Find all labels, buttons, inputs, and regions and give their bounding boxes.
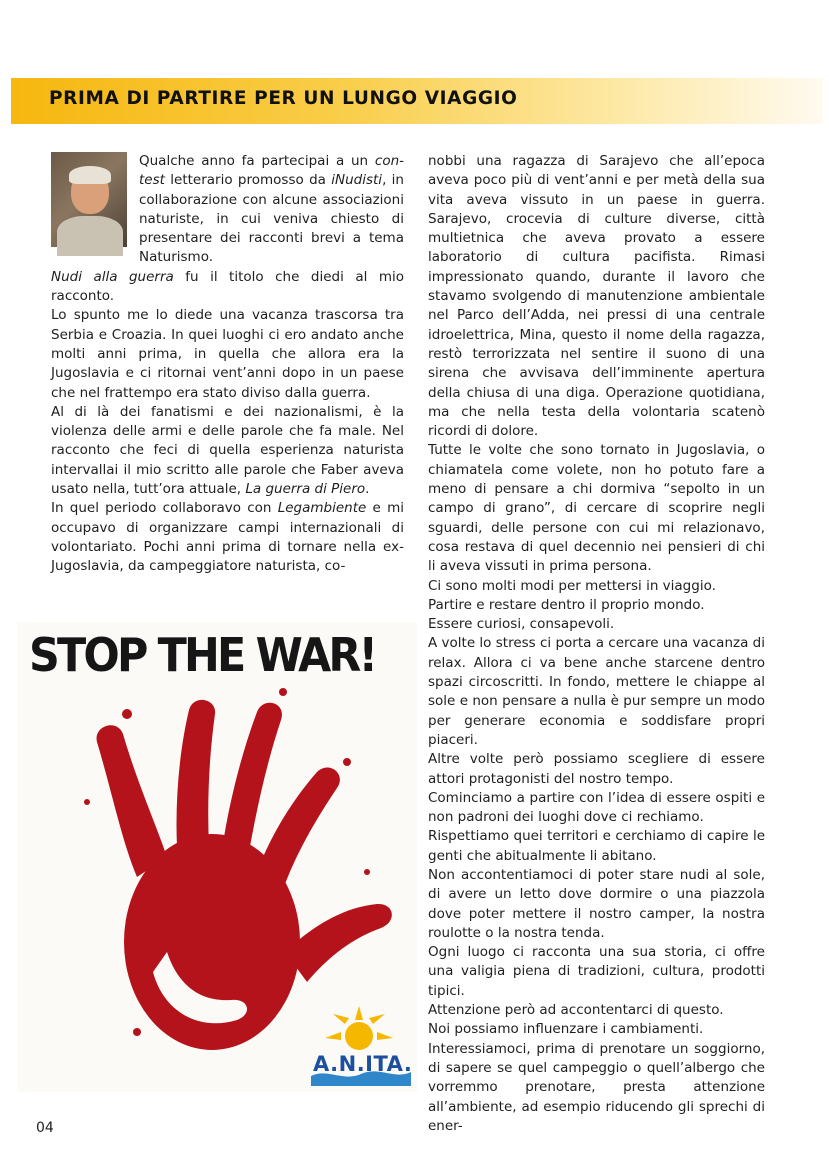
text-run: Ci sono molti modi per mettersi in viaggio. (428, 577, 716, 594)
text-run: . (365, 481, 370, 498)
article-paragraph (428, 634, 765, 750)
text-run: Interessiamoci, prima di prenotare un soggiorno, di sapere se quel campeggio o quell’albergo che vorremmo prenotare, presta attenzione all’ambiente, ad esempio riducendo gli sprechi di ener- (428, 1040, 765, 1134)
text-run: Noi possiamo influenzare i cambiamenti. (428, 1021, 704, 1038)
article-paragraph (428, 615, 765, 634)
text-run: In quel periodo collaboravo con (51, 500, 278, 517)
text-run: Essere curiosi, consapevoli. (428, 616, 615, 633)
text-run: Lo spunto me lo diede una vacanza trascorsa tra Serbia e Croazia. In quei luoghi ci ero andato anche molti anni prima, in quella che allora era la Jugoslavia e ci ritornai vent’anni dopo in un paese che nel frattempo era stato diviso dalla guerra. (51, 307, 404, 401)
text-run: , in collaborazione con alcune associazioni naturiste, in cui veniva chiesto di presentare dei racconti brevi a tema Naturismo. (139, 172, 404, 266)
article-paragraph (428, 1040, 765, 1136)
article-column-right (428, 152, 765, 1134)
article-paragraph (51, 306, 404, 402)
article-paragraph (428, 577, 765, 596)
article-paragraph (428, 750, 765, 789)
italic-text: iNudisti (331, 172, 383, 189)
text-run: A volte lo stress ci porta a cercare una vacanza di relax. Allora ci va bene anche starcene dentro spazi circoscritti. In fondo, mettere le chiappe al sole e non pensare a nulla è pur sempre un modo per generare economia e soddisfare propri piaceri. (428, 635, 765, 748)
article-paragraph (428, 1001, 765, 1020)
article-paragraph (428, 1020, 765, 1039)
article-column-left (51, 152, 404, 614)
article-paragraph (428, 789, 765, 828)
text-run: fu il titolo che diedi al mio racconto. (51, 268, 404, 305)
article-paragraph (51, 403, 404, 499)
text-run: Rispettiamo quei territori e cerchiamo di capire le genti che abitualmente li abitano. (428, 828, 765, 864)
stop-the-war-poster (17, 622, 417, 1092)
italic-text: Nudi alla guerra (51, 268, 174, 285)
article-paragraph (51, 268, 404, 307)
article-paragraph (428, 827, 765, 866)
author-shirt (57, 216, 123, 256)
text-run: Partire e restare dentro il proprio mondo. (428, 596, 705, 613)
text-run: e mi occupavo di organizzare campi internazionali di volontariato. Pochi anni prima di tornare nella ex-Jugoslavia, da campeggiatore naturista, co- (51, 500, 404, 575)
right-paragraphs (428, 152, 765, 1136)
article-paragraph (428, 596, 765, 615)
italic-text: La guerra di Piero (245, 481, 366, 498)
anita-logo (307, 1002, 415, 1088)
text-run: Ogni luogo ci racconta una sua storia, ci offre una valigia piena di tradizioni, cultura, prodotti tipici. (428, 944, 765, 999)
author-hair (69, 166, 111, 184)
author-photo (51, 152, 127, 247)
article-paragraph (51, 499, 404, 576)
italic-text: con-test (139, 153, 404, 189)
text-run: Attenzione però ad accontentarci di questo. (428, 1002, 724, 1019)
text-run: letterario promosso da (164, 172, 332, 189)
article-paragraph (428, 866, 765, 943)
text-run: Cominciamo a partire con l’idea di essere ospiti e non padroni dei luoghi dove ci rechiamo. (428, 789, 765, 826)
page-title: PRIMA DI PARTIRE PER UN LUNGO VIAGGIO (49, 88, 518, 109)
text-run: Al di là dei fanatismi e dei nazionalismi, è la violenza delle armi e delle parole che fa male. Nel racconto che feci di quella esperienza naturista intervallai il mio scritto alle parole che Faber aveva usato nella, tutt’ora attuale, (51, 403, 404, 498)
article-paragraph (428, 152, 765, 441)
text-run: Qualche anno fa partecipai a un (139, 153, 375, 169)
text-run: Tutte le volte che sono tornato in Jugoslavia, o chiamatela come volete, non ho potuto fare a meno di pensare a chi dormiva “sepolto in un campo di grano”, di cercare di scoprire negli sguardi, delle persone con cui mi relazionavo, cosa restava di quel decennio nei pensieri di chi li aveva vissuti in prima persona. (428, 442, 765, 575)
article-paragraph (428, 943, 765, 1001)
italic-text: Legambiente (277, 500, 367, 517)
anita-logo-text: A.N.ITA. (313, 1052, 413, 1076)
poster-slogan: STOP THE WAR! (29, 628, 376, 682)
text-run: nobbi una ragazza di Sarajevo che all’epoca aveva poco più di vent’anni e per metà della sua vita aveva vissuto in un paese in guerra. Sarajevo, crocevia di culture diverse, città multietnica che aveva provato a essere laboratorio di cultura pacifista. Rimasi impressionato quando, durante il lavoro che stavamo svolgendo di manutenzione ambientale nel Parco dell’Adda, nei pressi di una centrale idroelettrica, Mina, questo il nome della ragazza, restò terrorizzata nel sentire il suono di una sirena che avvisava dell’imminente apertura della chiusa di una diga. Operazione quotidiana, ma che nella testa della volontaria scatenò ricordi di dolore. (428, 153, 765, 440)
page-number: 04 (36, 1120, 54, 1136)
article-paragraph (428, 441, 765, 576)
text-run: Non accontentiamoci di poter stare nudi al sole, di avere un letto dove dormire o una piazzola dove poter mettere il nostro camper, la nostra roulotte o la nostra tenda. (428, 866, 765, 941)
text-run: Altre volte però possiamo scegliere di essere attori protagonisti del nostro tempo. (428, 751, 765, 787)
